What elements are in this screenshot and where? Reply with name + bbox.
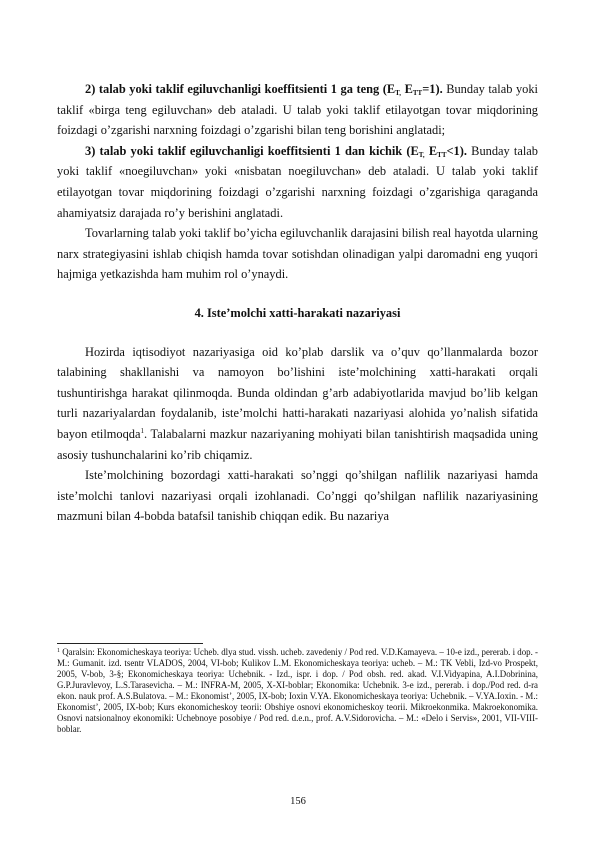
paragraph-elasticity-less-than-one	[57, 141, 538, 223]
subscript: T,	[418, 150, 425, 159]
lead-text-tail: =1).	[422, 82, 443, 96]
subscript: TT	[437, 150, 447, 159]
footnote-divider	[57, 643, 203, 644]
paragraph-lead-bold	[85, 82, 443, 96]
lead-text: 2) talab yoki taklif egiluvchanligi koeffitsienti 1 ga teng (E	[85, 82, 396, 96]
subscript: TT	[412, 89, 423, 97]
footnote-mark: 1	[57, 648, 60, 654]
paragraph-marginal-utility: Iste’molchining bozordagi xatti-harakati so’nggi qo’shilgan naflilik nazariyasi hamda iste’molchi tanlovi nazariyasi orqali izohlanadi. Co’nggi qo’shilgan naflilik nazariyasining mazmuni bilan 4-bobda batafsil tanishib chiqqan edik. Bu nazariya	[57, 468, 538, 524]
paragraph-text: Bunday talab yoki taklif «noegiluvchan» yoki «nisbatan noegiluvchan» deb ataladi. U talab yoki taklif etilayotgan tovar miqdorining foizdagi o’zgarishi narxning foizdagi o’zgarishiga qaraganda ahamiyatsiz darajada ro’y berishini anglatadi.	[57, 143, 538, 220]
lead-text-mid: E	[424, 143, 438, 158]
footnote-text: Qaralsin: Ekonomicheskaya teoriya: Ucheb. dlya stud. vissh. ucheb. zavedeniy / Pod red. V.D.Kamayeva. – 10-e izd., pererab. i dop. - M.: Gumanit. izd. tsentr VLADOS, 2004, VI-bob; Kulikov L.M. Ekonomicheskaya teoriya: ucheb. – M.: TK Vebli, Izd-vo Prospekt, 2005, V-bob, 3-§; Ekonomicheskaya teoriya: Uchebnik. - Izd., ispr. i dop. / Pod obsh. red. akad. V.I.Vidyapina, A.I.Dobrinina, G.P.Juravlevoy, L.S.Tarasevicha. – M.: INFRA-M, 2005, X-XI-boblar; Ekonomika: Uchebnik. 3-e izd., pererab. i dop./Pod red. d-ra ekon. nauk prof. A.S.Bulatova. – M.: Ekonomist’, 2005, IX-bob; Ioxin V.YA. Ekonomicheskaya teoriya: Uchebnik. – V.YA.Ioxin. - M.: Ekonomist’, 2005, IX-bob; Kurs ekonomicheskoy teorii: Obshiye osnovi ekonomicheskoy teorii. Mikroekonmika. Makroekonomika. Osnovi natsionalnoy ekonomiki: Uchebnoye posobiye / Pod red. d.e.n., prof. A.V.Sidorovicha. – M.: «Delo i Servis», 2001, VII-VIII-boblar.	[57, 647, 539, 734]
footnote-reference[interactable]: 1	[140, 426, 144, 435]
paragraph-elasticity-equal-one	[57, 79, 538, 141]
subscript: T,	[395, 89, 402, 97]
footnote	[57, 647, 538, 735]
lead-text-tail: <1).	[446, 143, 467, 158]
paragraph-price-strategy: Tovarlarning talab yoki taklif bo’yicha egiluvchanlik darajasini bilish real hayotda ularning narx strategiyasini ishlab chiqish hamda tovar sotishdan olinadigan yalpi daromadni eng yuqori hajmiga yetkazishda ham muhim rol o’ynaydi.	[57, 226, 538, 282]
paragraph-lead-bold	[85, 144, 467, 158]
lead-text-mid: E	[401, 82, 413, 96]
paragraph-text: . Talabalarni mazkur nazariyaning mohiyati bilan tanishtirish maqsadida uning asosiy tushunchalarini ko’rib chiqamiz.	[57, 426, 538, 462]
paragraph-consumer-behavior-intro	[57, 342, 538, 466]
lead-text: 3) talab yoki taklif egiluvchanligi koeffitsienti 1 dan kichik (E	[85, 143, 419, 158]
page-number: 156	[290, 796, 306, 807]
page-body	[57, 79, 538, 527]
paragraph-text: Hozirda iqtisodiyot nazariyasiga oid ko’plab darslik va o’quv qo’llanmalarda bozor talabining shakllanishi va namoyon bo’lishini iste’molchining xatti-harakati orqali tushuntirishga harakat qilinmoqda. Bunda oldindan g’arb adabiyotlarida mavjud bo’lib kelgan turli nazariyalardan foydalanib, iste’molchi hatti-harakati nazariyasi alohida yo’nalish sifatida bayon etilmoqda	[57, 344, 538, 441]
paragraph-text: Bunday talab yoki taklif «birga teng egiluvchan» deb ataladi. U talab yoki taklif etilayotgan tovar miqdorining foizdagi o’zgarishi narxning foizdagi o’zgarishi bilan teng borishini anglatadi;	[57, 82, 538, 138]
section-heading: 4. Iste’molchi xatti-harakati nazariyasi	[194, 305, 401, 320]
